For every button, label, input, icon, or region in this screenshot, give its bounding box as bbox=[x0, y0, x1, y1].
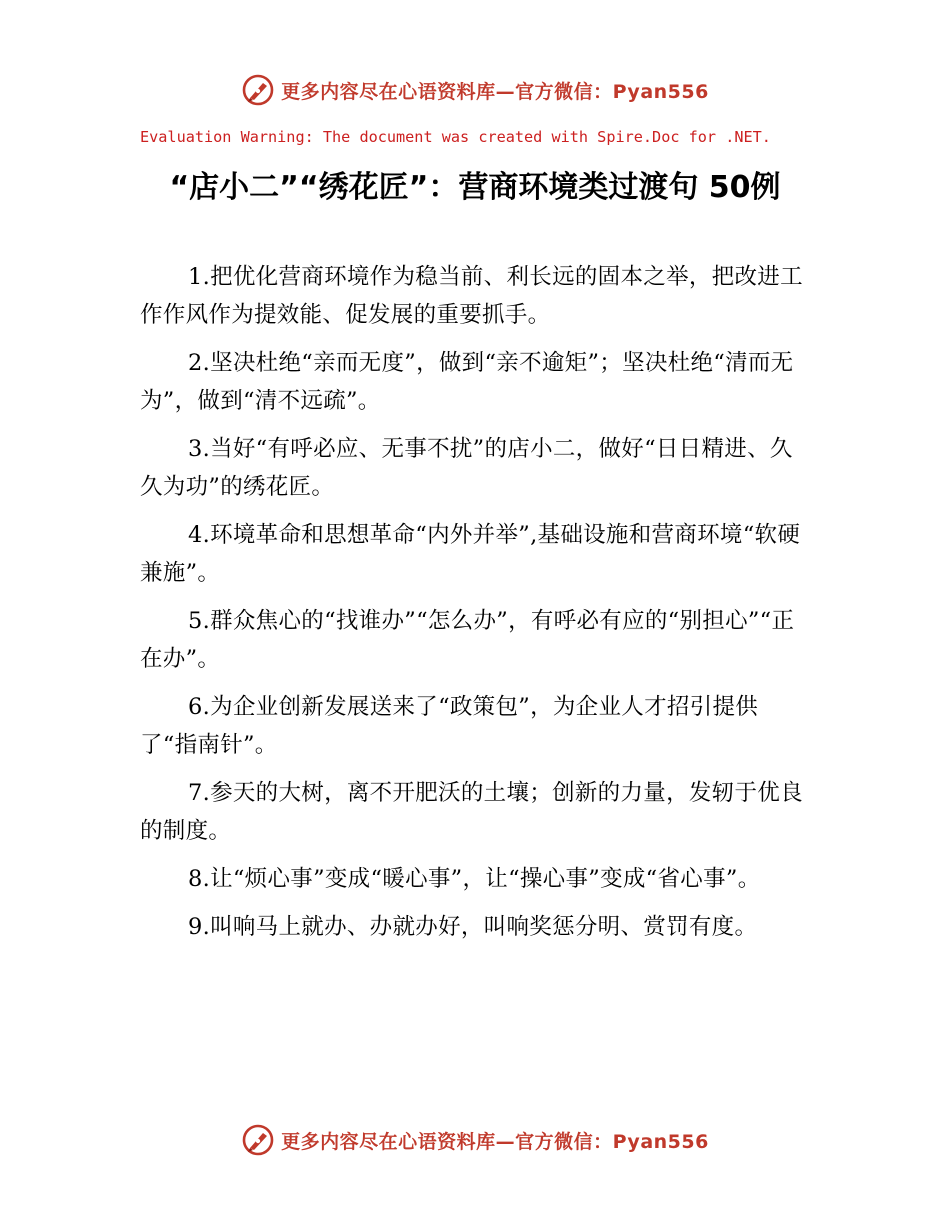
list-item: 1.把优化营商环境作为稳当前、利长远的固本之举，把改进工作作风作为提效能、促发展的重要抓手。 bbox=[140, 264, 803, 328]
banner-text: 更多内容尽在心语资料库—官方微信：Pyan556 bbox=[281, 80, 709, 103]
list-item: 3.当好“有呼必应、无事不扰”的店小二，做好“日日精进、久久为功”的绣花匠。 bbox=[140, 436, 793, 500]
list-item: 7.参天的大树，离不开肥沃的土壤；创新的力量，发轫于优良的制度。 bbox=[140, 780, 803, 844]
list-item: 8.让“烦心事”变成“暖心事”，让“操心事”变成“省心事”。 bbox=[188, 866, 761, 892]
pen-logo-icon bbox=[241, 73, 275, 107]
list-item: 4.环境革命和思想革命“内外并举”,基础设施和营商环境“软硬兼施”。 bbox=[140, 522, 801, 586]
banner-text: 更多内容尽在心语资料库—官方微信：Pyan556 bbox=[281, 1130, 709, 1153]
document-title: “店小二”“绣花匠”：营商环境类过渡句 50例 bbox=[169, 170, 781, 205]
list-item: 6.为企业创新发展送来了“政策包”，为企业人才招引提供了“指南针”。 bbox=[140, 694, 759, 758]
footer-banner bbox=[0, 1118, 950, 1162]
list-item: 5.群众焦心的“找谁办”“怎么办”，有呼必有应的“别担心”“正在办”。 bbox=[140, 608, 795, 672]
evaluation-warning: Evaluation Warning: The document was created with Spire.Doc for .NET. bbox=[140, 128, 771, 146]
header-banner bbox=[0, 68, 950, 112]
list-item: 9.叫响马上就办、办就办好，叫响奖惩分明、赏罚有度。 bbox=[188, 914, 758, 940]
list-item: 2.坚决杜绝“亲而无度”，做到“亲不逾矩”；坚决杜绝“清而无为”，做到“清不远疏”。 bbox=[140, 350, 794, 414]
pen-logo-icon bbox=[241, 1123, 275, 1157]
document-body bbox=[140, 258, 812, 956]
